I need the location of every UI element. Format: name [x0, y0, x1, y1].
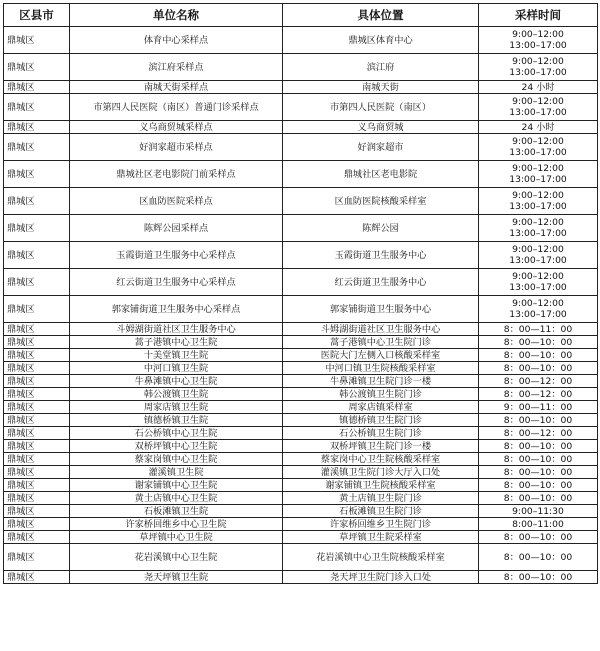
header-district: 区县市	[4, 4, 70, 27]
time-range: 8：00—10：00	[503, 466, 573, 478]
cell-district: 鼎城区	[4, 401, 70, 414]
time-range: 13:00–17:00	[509, 107, 567, 118]
cell-district: 鼎城区	[4, 121, 70, 134]
cell-location: 镇德桥镇卫生院门诊	[283, 414, 479, 427]
cell-district: 鼎城区	[4, 466, 70, 479]
cell-district: 鼎城区	[4, 479, 70, 492]
cell-unit-name: 牛鼻滩镇中心卫生院	[70, 375, 283, 388]
cell-district: 鼎城区	[4, 349, 70, 362]
cell-location: 周家店镇采样室	[283, 401, 479, 414]
cell-sampling-time	[479, 362, 598, 375]
table-row	[4, 453, 598, 466]
time-range: 8：00—12：00	[503, 427, 573, 439]
cell-unit-name: 石公桥镇中心卫生院	[70, 427, 283, 440]
cell-sampling-time	[479, 388, 598, 401]
table-row	[4, 349, 598, 362]
cell-sampling-time	[479, 375, 598, 388]
header-unit-name: 单位名称	[70, 4, 283, 27]
cell-unit-name: 许家桥回维乡中心卫生院	[70, 518, 283, 531]
cell-unit-name: 镇德桥镇卫生院	[70, 414, 283, 427]
cell-unit-name: 市第四人民医院（南区）普通门诊采样点	[70, 94, 283, 121]
cell-location: 市第四人民医院（南区）	[283, 94, 479, 121]
table-row	[4, 440, 598, 453]
time-range: 9:00–12:00	[512, 96, 564, 107]
time-range: 8：00—10：00	[503, 440, 573, 452]
table-row	[4, 388, 598, 401]
cell-location: 陈辉公园	[283, 215, 479, 242]
cell-location: 花岩溪镇中心卫生院核酸采样室	[283, 544, 479, 571]
time-range: 9:00–12:00	[512, 271, 564, 282]
cell-district: 鼎城区	[4, 215, 70, 242]
cell-location: 蒿子港镇中心卫生院门诊	[283, 336, 479, 349]
time-range: 13:00–17:00	[509, 174, 567, 185]
cell-district: 鼎城区	[4, 414, 70, 427]
cell-unit-name: 区血防医院采样点	[70, 188, 283, 215]
table-row	[4, 27, 598, 54]
cell-sampling-time	[479, 215, 598, 242]
cell-unit-name: 郭家铺街道卫生服务中心采样点	[70, 296, 283, 323]
table-row	[4, 479, 598, 492]
table-row	[4, 94, 598, 121]
cell-district: 鼎城区	[4, 269, 70, 296]
cell-location: 双桥坪镇卫生院门诊一楼	[283, 440, 479, 453]
cell-location: 牛鼻滩镇卫生院门诊一楼	[283, 375, 479, 388]
cell-sampling-time	[479, 94, 598, 121]
cell-district: 鼎城区	[4, 296, 70, 323]
cell-sampling-time	[479, 134, 598, 161]
time-range: 9:00–12:00	[512, 56, 564, 67]
cell-unit-name: 花岩溪镇中心卫生院	[70, 544, 283, 571]
cell-sampling-time	[479, 54, 598, 81]
cell-district: 鼎城区	[4, 531, 70, 544]
cell-district: 鼎城区	[4, 323, 70, 336]
time-range: 13:00–17:00	[509, 147, 567, 158]
cell-location: 区血防医院核酸采样室	[283, 188, 479, 215]
cell-unit-name: 中河口镇卫生院	[70, 362, 283, 375]
cell-location: 郭家铺街道卫生服务中心	[283, 296, 479, 323]
time-range: 9：00—11：00	[503, 401, 573, 413]
cell-unit-name: 草坪镇中心卫生院	[70, 531, 283, 544]
cell-unit-name: 体育中心采样点	[70, 27, 283, 54]
cell-location: 灌溪镇卫生院门诊大厅入口处	[283, 466, 479, 479]
time-range: 13:00–17:00	[509, 282, 567, 293]
cell-district: 鼎城区	[4, 453, 70, 466]
cell-sampling-time	[479, 571, 598, 584]
table-row	[4, 505, 598, 518]
cell-district: 鼎城区	[4, 388, 70, 401]
cell-district: 鼎城区	[4, 571, 70, 584]
table-row	[4, 121, 598, 134]
cell-location: 尧天坪卫生院门诊入口处	[283, 571, 479, 584]
cell-unit-name: 石板滩镇卫生院	[70, 505, 283, 518]
time-range: 8：00—10：00	[503, 362, 573, 374]
cell-district: 鼎城区	[4, 427, 70, 440]
cell-location: 黄土店镇卫生院门诊	[283, 492, 479, 505]
cell-unit-name: 蒿子港镇中心卫生院	[70, 336, 283, 349]
cell-district: 鼎城区	[4, 161, 70, 188]
time-range: 8：00—10：00	[503, 414, 573, 426]
time-range: 8：00—10：00	[503, 479, 573, 491]
cell-location: 南城天街	[283, 81, 479, 94]
table-row	[4, 215, 598, 242]
cell-location: 石公桥镇卫生院门诊	[283, 427, 479, 440]
cell-sampling-time	[479, 121, 598, 134]
time-range: 8：00—12：00	[503, 388, 573, 400]
cell-sampling-time	[479, 414, 598, 427]
cell-location: 谢家铺镇卫生院核酸采样室	[283, 479, 479, 492]
cell-location: 玉霞街道卫生服务中心	[283, 242, 479, 269]
cell-location: 许家桥回维乡卫生院门诊	[283, 518, 479, 531]
cell-district: 鼎城区	[4, 54, 70, 81]
table-row	[4, 401, 598, 414]
cell-sampling-time	[479, 161, 598, 188]
time-range: 9:00–12:00	[512, 217, 564, 228]
cell-district: 鼎城区	[4, 27, 70, 54]
cell-location: 斗姆湖街道社区卫生服务中心	[283, 323, 479, 336]
time-range: 24 小时	[521, 81, 555, 93]
time-range: 8：00—10：00	[503, 571, 573, 583]
cell-location: 草坪镇卫生院采样室	[283, 531, 479, 544]
cell-unit-name: 黄土店镇中心卫生院	[70, 492, 283, 505]
cell-sampling-time	[479, 323, 598, 336]
cell-district: 鼎城区	[4, 81, 70, 94]
cell-sampling-time	[479, 349, 598, 362]
time-range: 9:00–12:00	[512, 190, 564, 201]
table-row	[4, 544, 598, 571]
cell-sampling-time	[479, 188, 598, 215]
time-range: 9:00–12:00	[512, 298, 564, 309]
table-header-row	[4, 4, 598, 27]
cell-unit-name: 周家店镇卫生院	[70, 401, 283, 414]
table-row	[4, 375, 598, 388]
table-row	[4, 492, 598, 505]
header-location: 具体位置	[283, 4, 479, 27]
cell-sampling-time	[479, 81, 598, 94]
cell-location: 医院大门左侧入口核酸采样室	[283, 349, 479, 362]
cell-district: 鼎城区	[4, 518, 70, 531]
cell-sampling-time	[479, 492, 598, 505]
cell-sampling-time	[479, 479, 598, 492]
table-row	[4, 336, 598, 349]
cell-unit-name: 谢家铺镇中心卫生院	[70, 479, 283, 492]
cell-district: 鼎城区	[4, 544, 70, 571]
cell-sampling-time	[479, 466, 598, 479]
table-row	[4, 161, 598, 188]
cell-location: 鼎城社区老电影院	[283, 161, 479, 188]
cell-sampling-time	[479, 531, 598, 544]
cell-unit-name: 红云街道卫生服务中心采样点	[70, 269, 283, 296]
cell-location: 中河口镇卫生院核酸采样室	[283, 362, 479, 375]
table-row	[4, 466, 598, 479]
time-range: 13:00–17:00	[509, 255, 567, 266]
cell-district: 鼎城区	[4, 242, 70, 269]
time-range: 13:00–17:00	[509, 228, 567, 239]
cell-sampling-time	[479, 544, 598, 571]
table-row	[4, 323, 598, 336]
table-row	[4, 81, 598, 94]
table-row	[4, 269, 598, 296]
table-row	[4, 571, 598, 584]
table-body	[4, 27, 598, 584]
time-range: 9:00–12:00	[512, 29, 564, 40]
cell-sampling-time	[479, 296, 598, 323]
cell-location: 鼎城区体育中心	[283, 27, 479, 54]
cell-unit-name: 灌溪镇卫生院	[70, 466, 283, 479]
cell-district: 鼎城区	[4, 336, 70, 349]
table-row	[4, 362, 598, 375]
cell-district: 鼎城区	[4, 505, 70, 518]
cell-location: 滨江府	[283, 54, 479, 81]
cell-sampling-time	[479, 401, 598, 414]
cell-sampling-time	[479, 269, 598, 296]
time-range: 8：00—10：00	[503, 551, 573, 563]
cell-unit-name: 好润家超市采样点	[70, 134, 283, 161]
cell-sampling-time	[479, 427, 598, 440]
cell-location: 韩公渡镇卫生院门诊	[283, 388, 479, 401]
cell-district: 鼎城区	[4, 440, 70, 453]
cell-district: 鼎城区	[4, 134, 70, 161]
cell-unit-name: 陈辉公园采样点	[70, 215, 283, 242]
cell-unit-name: 滨江府采样点	[70, 54, 283, 81]
cell-district: 鼎城区	[4, 492, 70, 505]
cell-unit-name: 南城天街采样点	[70, 81, 283, 94]
cell-unit-name: 蔡家岗镇中心卫生院	[70, 453, 283, 466]
table-row	[4, 134, 598, 161]
table-row	[4, 296, 598, 323]
cell-sampling-time	[479, 242, 598, 269]
cell-district: 鼎城区	[4, 188, 70, 215]
cell-unit-name: 尧天坪镇卫生院	[70, 571, 283, 584]
cell-location: 蔡家岗中心卫生院核酸采样室	[283, 453, 479, 466]
cell-unit-name: 韩公渡镇卫生院	[70, 388, 283, 401]
cell-unit-name: 十美堂镇卫生院	[70, 349, 283, 362]
cell-unit-name: 义乌商贸城采样点	[70, 121, 283, 134]
cell-unit-name: 鼎城社区老电影院门前采样点	[70, 161, 283, 188]
cell-sampling-time	[479, 505, 598, 518]
time-range: 13:00–17:00	[509, 67, 567, 78]
cell-unit-name: 玉霞街道卫生服务中心采样点	[70, 242, 283, 269]
cell-sampling-time	[479, 518, 598, 531]
time-range: 24 小时	[521, 121, 555, 133]
table-row	[4, 188, 598, 215]
time-range: 9:00–12:00	[512, 136, 564, 147]
time-range: 8:00–11:00	[512, 518, 564, 530]
time-range: 8：00—10：00	[503, 453, 573, 465]
time-range: 9:00–11:30	[512, 505, 564, 517]
header-sampling-time: 采样时间	[479, 4, 598, 27]
cell-district: 鼎城区	[4, 362, 70, 375]
cell-location: 好润家超市	[283, 134, 479, 161]
time-range: 8：00—10：00	[503, 336, 573, 348]
time-range: 13:00–17:00	[509, 201, 567, 212]
cell-district: 鼎城区	[4, 375, 70, 388]
time-range: 9:00–12:00	[512, 244, 564, 255]
cell-sampling-time	[479, 440, 598, 453]
cell-unit-name: 双桥坪镇中心卫生院	[70, 440, 283, 453]
time-range: 13:00–17:00	[509, 40, 567, 51]
cell-sampling-time	[479, 336, 598, 349]
time-range: 8：00—10：00	[503, 349, 573, 361]
time-range: 13:00–17:00	[509, 309, 567, 320]
time-range: 8：00—10：00	[503, 492, 573, 504]
table-row	[4, 54, 598, 81]
table-row	[4, 414, 598, 427]
cell-location: 红云街道卫生服务中心	[283, 269, 479, 296]
table-row	[4, 531, 598, 544]
cell-unit-name: 斗姆湖街道社区卫生服务中心	[70, 323, 283, 336]
time-range: 9:00–12:00	[512, 163, 564, 174]
cell-location: 石板滩镇卫生院门诊	[283, 505, 479, 518]
time-range: 8：00—12：00	[503, 375, 573, 387]
table-row	[4, 427, 598, 440]
cell-district: 鼎城区	[4, 94, 70, 121]
time-range: 8：00—11：00	[503, 323, 573, 335]
time-range: 8：00—10：00	[503, 531, 573, 543]
cell-location: 义乌商贸城	[283, 121, 479, 134]
cell-sampling-time	[479, 27, 598, 54]
table-row	[4, 242, 598, 269]
sampling-sites-table	[3, 3, 598, 584]
table-row	[4, 518, 598, 531]
cell-sampling-time	[479, 453, 598, 466]
